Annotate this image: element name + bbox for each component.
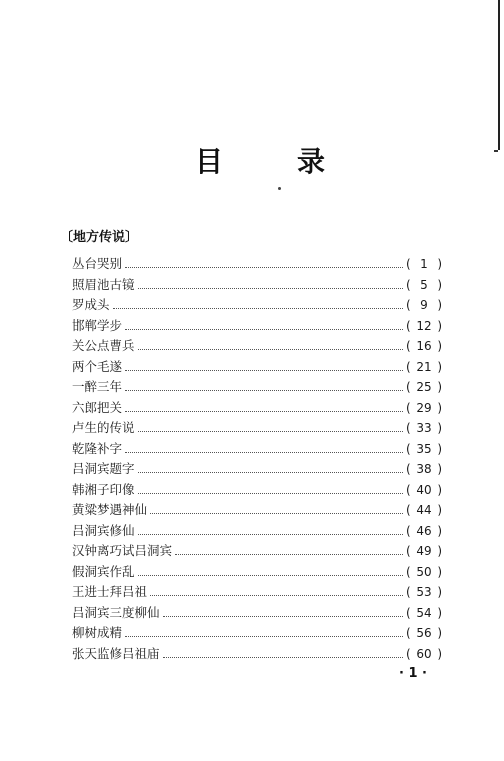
toc-entry-page-ref xyxy=(406,565,442,579)
toc-entry-title: 两个毛遂 xyxy=(72,358,123,374)
toc-entry-title: 乾隆补字 xyxy=(72,440,123,456)
open-paren: ( xyxy=(406,257,411,271)
scan-edge-mark xyxy=(494,150,498,152)
open-paren: ( xyxy=(406,646,411,661)
dot-leader xyxy=(138,430,403,432)
open-paren: ( xyxy=(406,462,411,476)
dot-leader xyxy=(163,615,403,617)
title-ornament-dot xyxy=(278,187,281,190)
toc-entry[interactable] xyxy=(72,603,442,624)
toc-entry-page-ref xyxy=(406,626,442,640)
toc-entry-page: 46 xyxy=(416,523,432,538)
close-paren: ) xyxy=(437,585,442,599)
dot-leader xyxy=(138,533,403,535)
toc-entry-page-ref xyxy=(406,339,442,353)
toc-entry-page: 50 xyxy=(416,564,432,579)
close-paren: ) xyxy=(437,257,442,271)
toc-entry-page: 60 xyxy=(416,646,432,661)
dot-leader xyxy=(138,574,403,576)
toc-entry-page-ref xyxy=(406,298,442,312)
close-paren: ) xyxy=(437,421,442,435)
close-paren: ) xyxy=(437,564,442,579)
toc-entry-page-ref xyxy=(406,606,442,620)
close-paren: ) xyxy=(437,503,442,517)
toc-entry[interactable] xyxy=(72,377,442,398)
toc-entry-page-ref xyxy=(406,257,442,271)
close-paren: ) xyxy=(437,523,442,538)
dot-leader xyxy=(163,656,403,658)
toc-entry-title: 关公点曹兵 xyxy=(72,338,135,353)
toc-entry-title: 韩湘子印像 xyxy=(72,481,135,497)
open-paren: ( xyxy=(406,482,411,497)
toc-entry[interactable] xyxy=(72,500,442,521)
dot-leader xyxy=(150,594,403,596)
close-paren: ) xyxy=(437,441,442,456)
dot-leader xyxy=(125,369,403,371)
dot-leader xyxy=(138,287,403,289)
close-paren: ) xyxy=(437,380,442,394)
toc-entry-page: 16 xyxy=(416,339,432,353)
open-paren: ( xyxy=(406,298,411,312)
close-paren: ) xyxy=(437,400,442,415)
toc-entry-page: 35 xyxy=(416,441,432,456)
open-paren: ( xyxy=(406,441,411,456)
toc-entry[interactable] xyxy=(72,480,442,501)
close-paren: ) xyxy=(437,646,442,661)
toc-entry-page-ref xyxy=(406,483,442,497)
toc-entry-page: 53 xyxy=(416,585,432,599)
section-heading: 〔地方传说〕 xyxy=(60,230,139,245)
open-paren: ( xyxy=(406,503,411,517)
close-paren: ) xyxy=(437,339,442,353)
toc-entry[interactable] xyxy=(72,398,442,419)
toc-entry[interactable] xyxy=(72,582,442,603)
toc-entry[interactable] xyxy=(72,295,442,316)
toc-entry-title: 黄粱梦遇神仙 xyxy=(72,502,148,517)
toc-entry-page: 54 xyxy=(416,605,432,620)
toc-entry[interactable] xyxy=(72,459,442,480)
close-paren: ) xyxy=(437,605,442,620)
toc-entry-title: 吕洞宾修仙 xyxy=(72,522,135,538)
toc-entry-page-ref xyxy=(406,462,442,476)
open-paren: ( xyxy=(406,523,411,538)
toc-entry[interactable] xyxy=(72,623,442,644)
toc-entry-title: 张天监修吕祖庙 xyxy=(72,645,160,661)
close-paren: ) xyxy=(437,462,442,476)
toc-entry-title: 一醉三年 xyxy=(72,379,123,394)
toc-entry-page: 33 xyxy=(416,421,432,435)
close-paren: ) xyxy=(437,277,442,292)
toc-entry-page-ref xyxy=(406,360,442,374)
open-paren: ( xyxy=(406,605,411,620)
toc-entry-page-ref xyxy=(406,401,442,415)
toc-entry-page: 1 xyxy=(420,257,428,271)
title-char-1: 目 xyxy=(195,145,224,178)
toc-entry[interactable] xyxy=(72,254,442,275)
close-paren: ) xyxy=(437,359,442,374)
toc-entry-page-ref xyxy=(406,524,442,538)
toc-entry-page: 12 xyxy=(416,318,432,333)
toc-entry-page-ref xyxy=(406,319,442,333)
toc-entry-title: 柳树成精 xyxy=(72,625,123,640)
dot-leader xyxy=(138,348,403,350)
toc-entry-page: 40 xyxy=(416,482,432,497)
close-paren: ) xyxy=(437,544,442,558)
toc-entry-page: 56 xyxy=(416,626,432,640)
toc-entry-title: 假洞宾作乱 xyxy=(72,563,135,579)
open-paren: ( xyxy=(406,626,411,640)
toc-entry-page: 25 xyxy=(416,380,432,394)
close-paren: ) xyxy=(437,298,442,312)
open-paren: ( xyxy=(406,421,411,435)
open-paren: ( xyxy=(406,380,411,394)
dot-leader xyxy=(125,410,403,412)
page-title xyxy=(195,140,325,180)
close-paren: ) xyxy=(437,626,442,640)
toc-entry-page: 21 xyxy=(416,359,432,374)
open-paren: ( xyxy=(406,400,411,415)
dot-leader xyxy=(125,635,403,637)
toc-entry-title: 罗成头 xyxy=(72,297,110,312)
dot-leader xyxy=(125,328,403,330)
dot-leader xyxy=(138,471,403,473)
toc-entry[interactable] xyxy=(72,644,442,665)
toc-entry-title: 吕洞宾题字 xyxy=(72,461,135,476)
title-char-2: 录 xyxy=(296,145,325,178)
toc-entry-title: 邯郸学步 xyxy=(72,317,123,333)
toc-entry[interactable] xyxy=(72,562,442,583)
toc-entry-page-ref xyxy=(406,278,442,292)
open-paren: ( xyxy=(406,277,411,292)
toc-entry-page-ref xyxy=(406,442,442,456)
scan-edge-line xyxy=(498,0,500,150)
toc-entry-title: 丛台哭别 xyxy=(72,256,123,271)
toc-entry-page: 29 xyxy=(416,400,432,415)
toc-entry-page-ref xyxy=(406,585,442,599)
open-paren: ( xyxy=(406,585,411,599)
toc-entry-title: 汉钟离巧试吕洞宾 xyxy=(72,543,173,558)
toc-entry[interactable] xyxy=(72,521,442,542)
toc-entry[interactable] xyxy=(72,316,442,337)
toc-entry-page: 49 xyxy=(416,544,432,558)
toc-entry-page-ref xyxy=(406,647,442,661)
toc-entry-title: 吕洞宾三度柳仙 xyxy=(72,604,160,620)
toc-entry-page: 9 xyxy=(420,298,428,312)
toc-entry[interactable] xyxy=(72,418,442,439)
toc-entry-page-ref xyxy=(406,503,442,517)
page-number: · 1 · xyxy=(399,666,427,681)
toc-entry-title: 卢生的传说 xyxy=(72,420,135,435)
toc-entry[interactable] xyxy=(72,439,442,460)
open-paren: ( xyxy=(406,359,411,374)
close-paren: ) xyxy=(437,482,442,497)
toc-entry-page-ref xyxy=(406,421,442,435)
toc-entry-title: 照眉池古镜 xyxy=(72,276,135,292)
toc-entry[interactable] xyxy=(72,541,442,562)
toc-entry-title: 王进士拜吕祖 xyxy=(72,584,148,599)
dot-leader xyxy=(150,512,403,514)
open-paren: ( xyxy=(406,564,411,579)
toc-entry[interactable] xyxy=(72,275,442,296)
table-of-contents xyxy=(72,254,442,664)
toc-entry-page-ref xyxy=(406,544,442,558)
close-paren: ) xyxy=(437,318,442,333)
open-paren: ( xyxy=(406,318,411,333)
dot-leader xyxy=(125,451,403,453)
toc-entry[interactable] xyxy=(72,336,442,357)
open-paren: ( xyxy=(406,544,411,558)
dot-leader xyxy=(125,266,403,268)
dot-leader xyxy=(175,553,403,555)
toc-entry-page-ref xyxy=(406,380,442,394)
dot-leader xyxy=(138,492,403,494)
toc-entry-page: 5 xyxy=(420,277,428,292)
toc-entry-page: 38 xyxy=(416,462,432,476)
dot-leader xyxy=(125,389,403,391)
open-paren: ( xyxy=(406,339,411,353)
toc-entry-title: 六郎把关 xyxy=(72,399,123,415)
toc-entry-page: 44 xyxy=(416,503,432,517)
toc-entry[interactable] xyxy=(72,357,442,378)
dot-leader xyxy=(113,307,403,309)
